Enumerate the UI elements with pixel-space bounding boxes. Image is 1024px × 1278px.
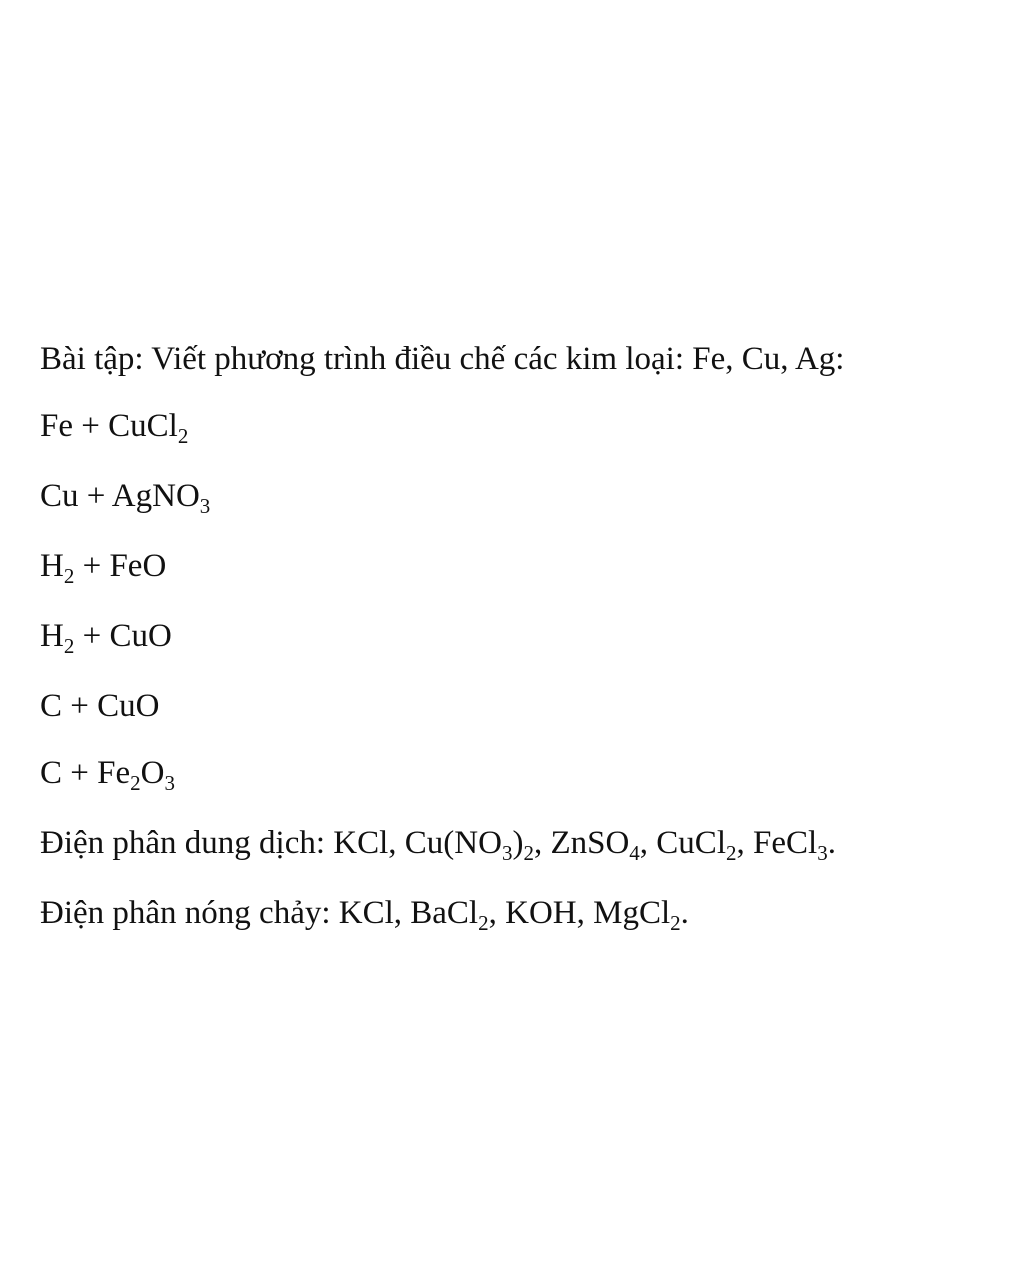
line-text: Điện phân nóng chảy: KCl, BaCl	[40, 895, 479, 931]
reaction-line	[40, 470, 984, 525]
exercise-heading	[40, 333, 984, 385]
line-text: + FeO	[74, 548, 167, 584]
heading-text: Bài tập: Viết phương trình điều chế các kim loại: Fe, Cu, Ag:	[40, 341, 845, 377]
subscript: 2	[63, 634, 75, 658]
line-text: Cu + AgNO	[40, 478, 200, 514]
subscript: 2	[177, 424, 189, 448]
subscript: 2	[130, 771, 141, 795]
electrolysis-melt-line	[40, 887, 984, 942]
reaction-line	[40, 540, 984, 595]
subscript: 3	[501, 841, 513, 865]
reaction-line	[40, 680, 984, 732]
line-text: , CuCl	[639, 825, 726, 861]
line-text: )	[512, 825, 524, 861]
line-text: H	[40, 618, 64, 654]
line-text: , FeCl	[736, 825, 818, 861]
line-text: H	[40, 548, 64, 584]
subscript: 2	[478, 911, 489, 935]
line-text: .	[680, 895, 689, 931]
line-text: , KOH, MgCl	[488, 895, 671, 931]
document-body	[40, 333, 984, 957]
subscript: 2	[63, 564, 75, 588]
subscript: 4	[629, 841, 640, 865]
electrolysis-solution-line	[40, 817, 984, 872]
subscript: 2	[670, 911, 681, 935]
line-text: O	[140, 755, 165, 791]
reaction-line	[40, 400, 984, 455]
subscript: 2	[726, 841, 737, 865]
line-text: Fe + CuCl	[40, 408, 178, 444]
line-text: + CuO	[74, 618, 172, 654]
line-text: , ZnSO	[533, 825, 630, 861]
subscript: 3	[164, 771, 175, 795]
line-text: Điện phân dung dịch: KCl, Cu(NO	[40, 825, 502, 861]
line-text: .	[827, 825, 836, 861]
subscript: 3	[199, 494, 211, 518]
subscript: 2	[523, 841, 534, 865]
line-text: C + Fe	[40, 755, 131, 791]
line-text: C + CuO	[40, 688, 160, 724]
subscript: 3	[817, 841, 828, 865]
reaction-line	[40, 610, 984, 665]
reaction-line	[40, 747, 984, 802]
